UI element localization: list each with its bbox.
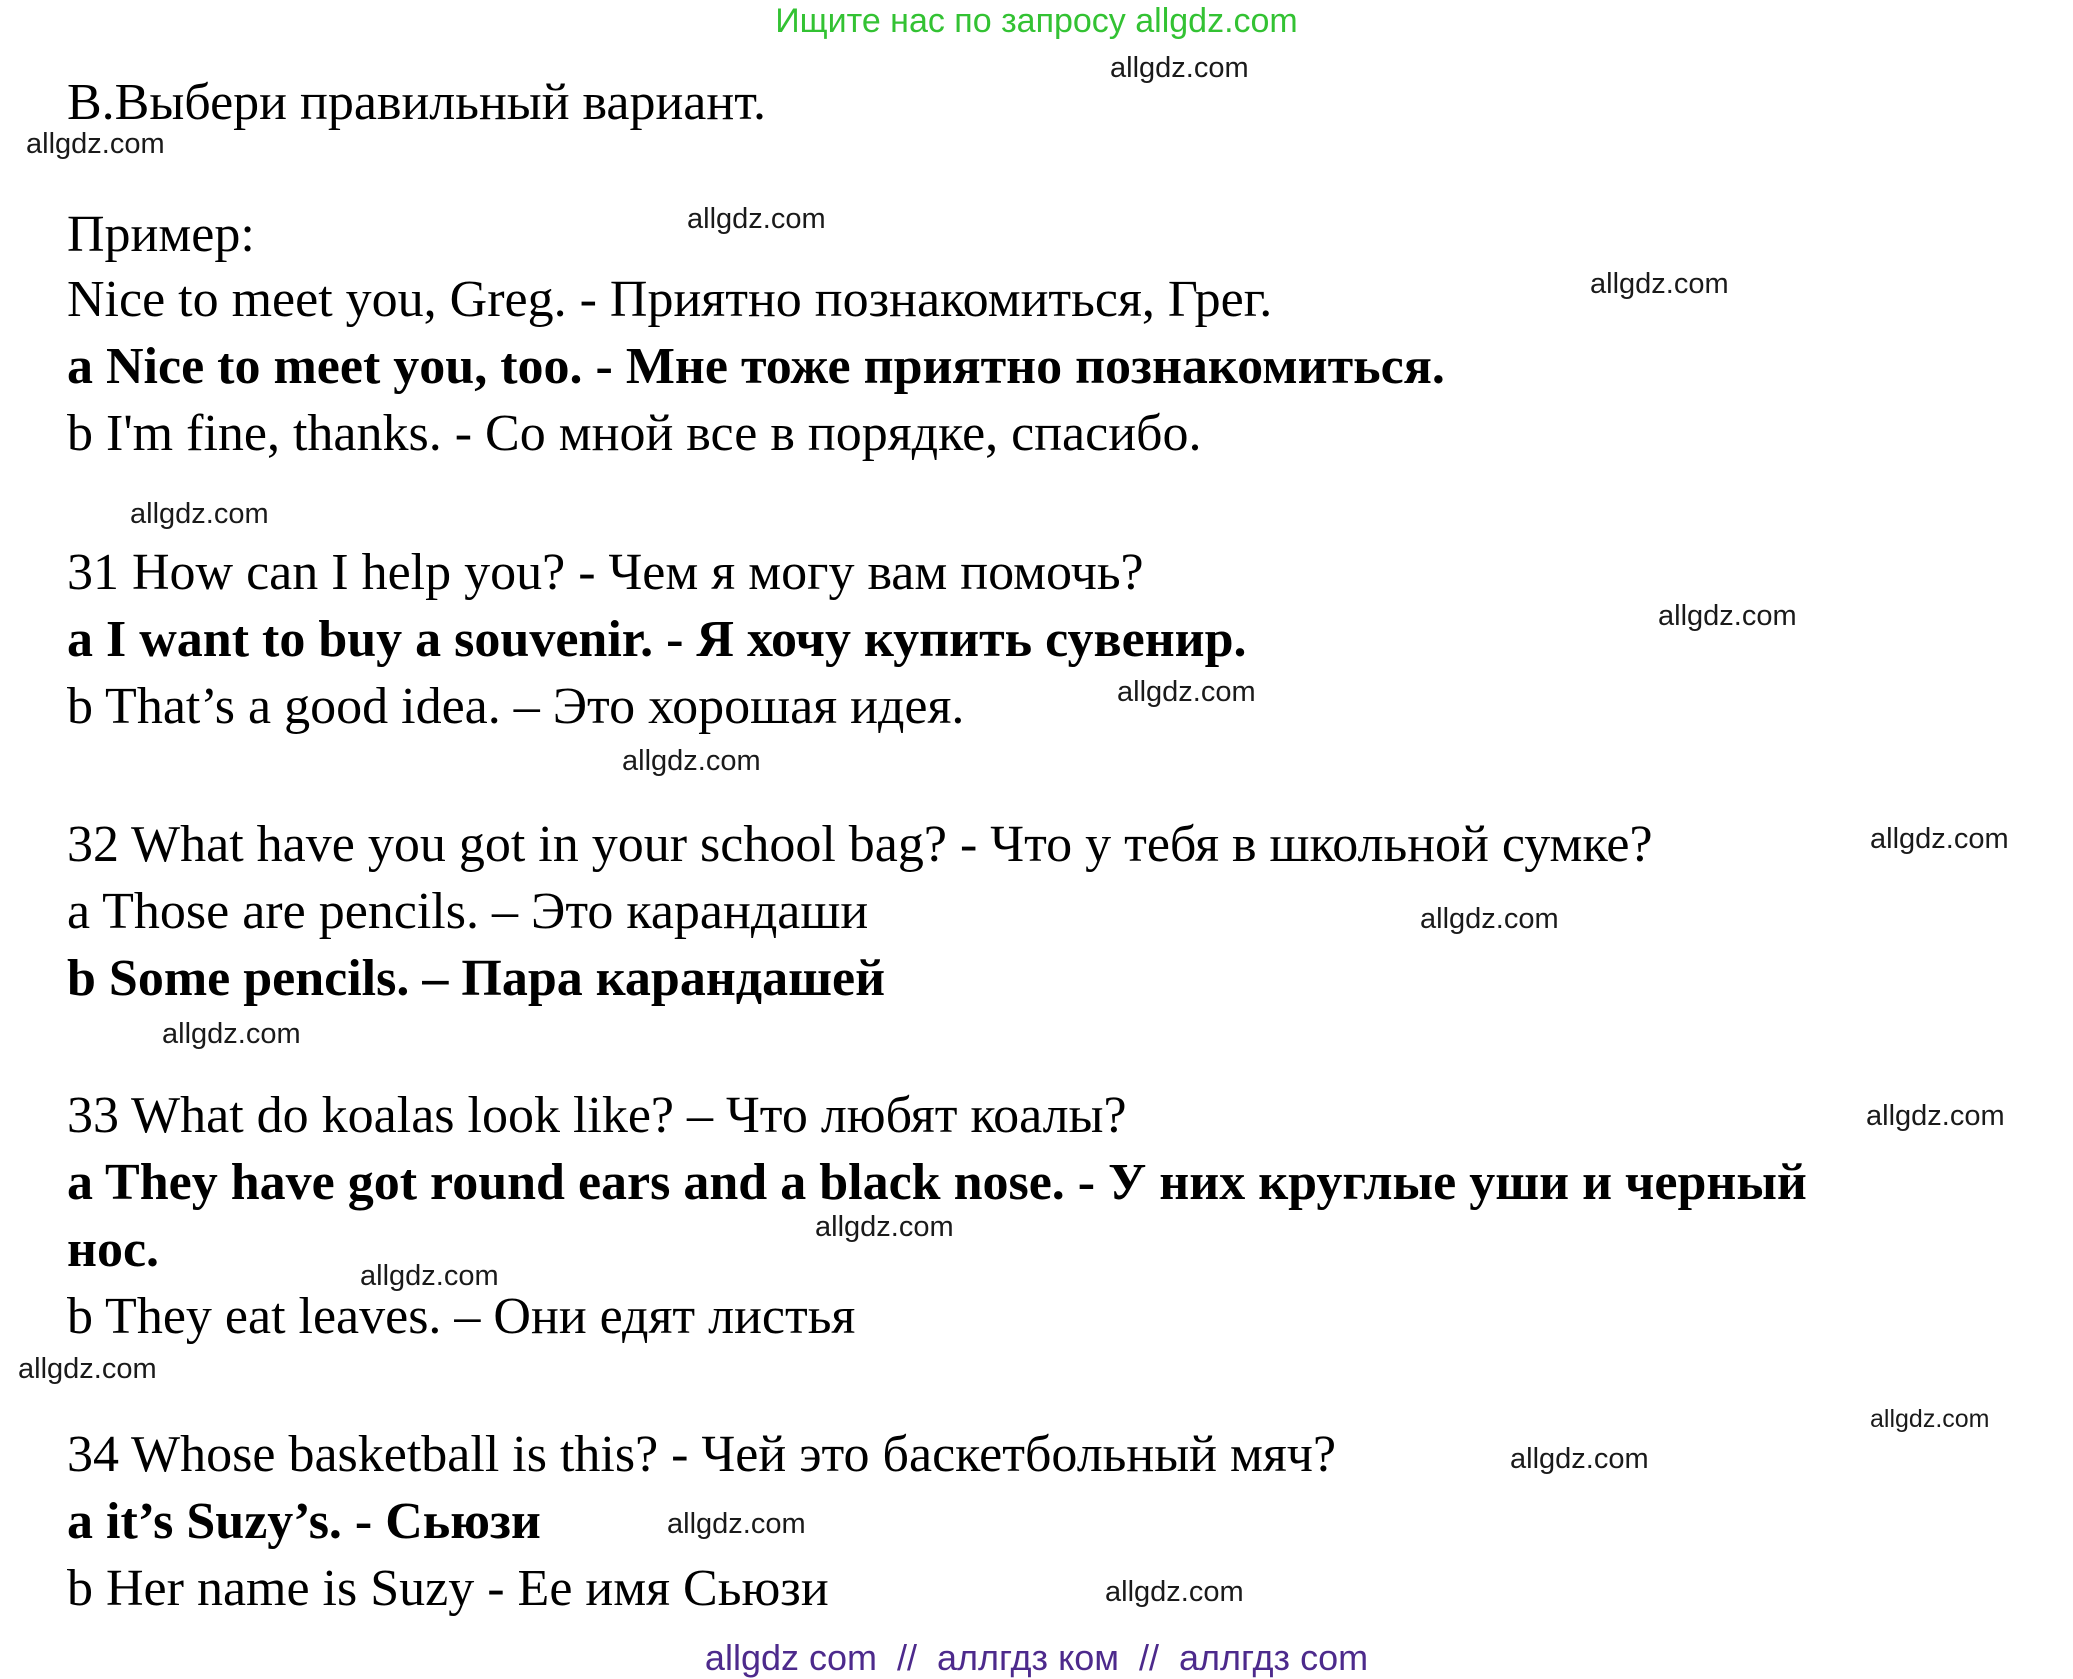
q32-question: 32 What have you got in your school bag? - Что у тебя в школьной сумке? — [67, 816, 1653, 873]
watermark: allgdz.com — [18, 1353, 157, 1385]
q31-question: 31 How can I help you? - Чем я могу вам помочь? — [67, 544, 1144, 601]
watermark: allgdz.com — [622, 745, 761, 777]
example-question: Nice to meet you, Greg. - Приятно познакомиться, Грег. — [67, 271, 1273, 328]
example-label: Пример: — [67, 206, 255, 263]
watermark: allgdz.com — [1420, 903, 1559, 935]
q34-option-a: a it’s Suzy’s. - Сьюзи — [67, 1493, 541, 1550]
q33-question: 33 What do koalas look like? – Что любят коалы? — [67, 1087, 1127, 1144]
watermark: allgdz.com — [1117, 676, 1256, 708]
watermark: allgdz.com — [815, 1211, 954, 1243]
watermark: allgdz.com — [130, 498, 269, 530]
q33-option-b: b They eat leaves. – Они едят листья — [67, 1288, 856, 1345]
example-option-a: a Nice to meet you, too. - Мне тоже приятно познакомиться. — [67, 338, 1445, 395]
watermark: allgdz.com — [1866, 1100, 2005, 1132]
q33-option-a-line1: a They have got round ears and a black nose. - У них круглые уши и черный — [67, 1154, 1807, 1211]
watermark: allgdz.com — [687, 203, 826, 235]
q33-option-a-line2: нос. — [67, 1221, 160, 1278]
watermark: allgdz.com — [26, 128, 165, 160]
top-banner: Ищите нас по запросу allgdz.com — [775, 2, 1298, 40]
watermark: allgdz.com — [360, 1260, 499, 1292]
q32-option-b: b Some pencils. – Пара карандашей — [67, 950, 886, 1007]
watermark: allgdz.com — [1590, 268, 1729, 300]
bottom-banner: allgdz com // аллгдз ком // аллгдз com — [704, 1637, 1369, 1678]
q31-option-b: b That’s a good idea. – Это хорошая идея. — [67, 678, 965, 735]
q34-option-b: b Her name is Suzy - Ее имя Сьюзи — [67, 1560, 829, 1617]
watermark: allgdz.com — [1510, 1443, 1649, 1475]
watermark: allgdz.com — [667, 1508, 806, 1540]
watermark: allgdz.com — [1870, 823, 2009, 855]
watermark: allgdz.com — [1105, 1576, 1244, 1608]
q32-option-a: a Those are pencils. – Это карандаши — [67, 883, 869, 940]
watermark: allgdz.com — [1870, 1405, 1990, 1433]
exercise-heading: B.Выбери правильный вариант. — [67, 74, 767, 131]
watermark: allgdz.com — [162, 1018, 301, 1050]
watermark: allgdz.com — [1658, 600, 1797, 632]
q34-question: 34 Whose basketball is this? - Чей это баскетбольный мяч? — [67, 1426, 1337, 1483]
example-option-b: b I'm fine, thanks. - Со мной все в порядке, спасибо. — [67, 405, 1202, 462]
q31-option-a: a I want to buy a souvenir. - Я хочу купить сувенир. — [67, 611, 1247, 668]
watermark: allgdz.com — [1110, 52, 1249, 84]
